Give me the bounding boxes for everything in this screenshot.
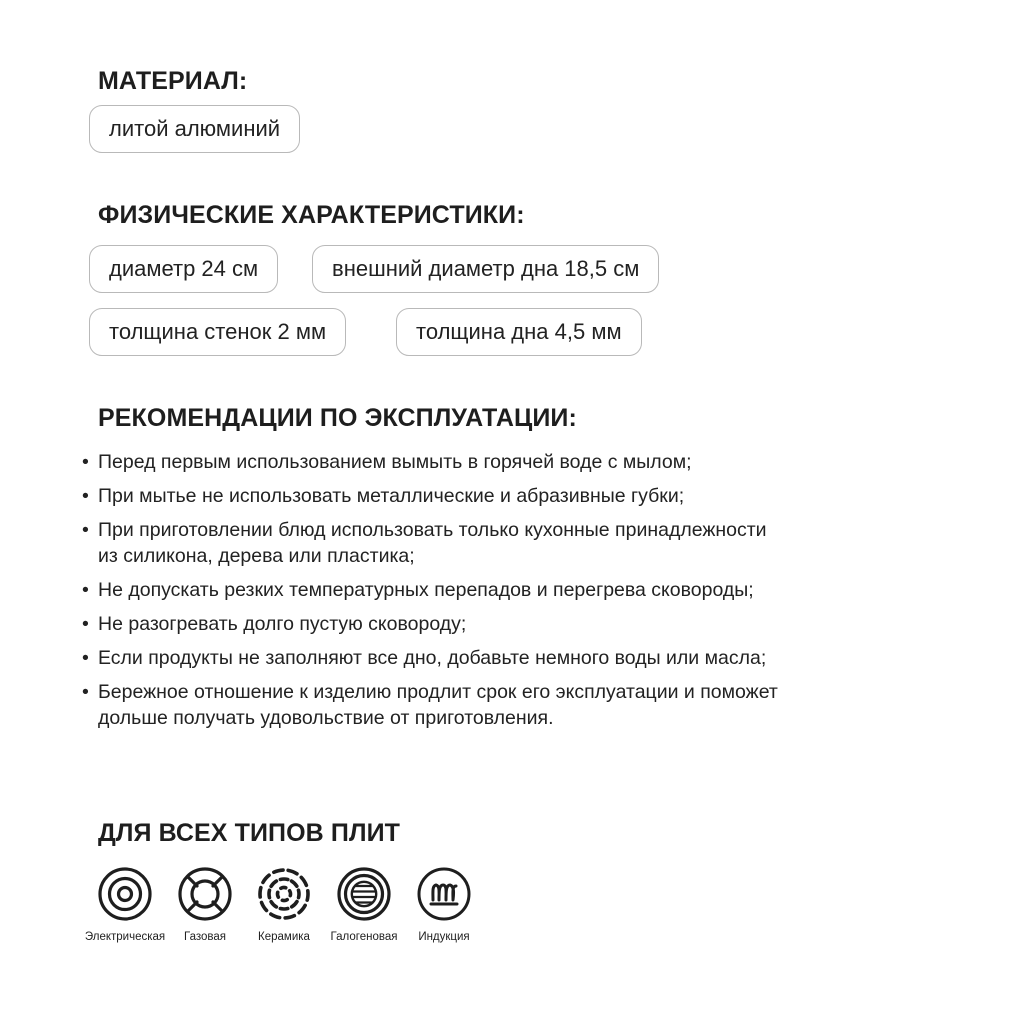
bullet-dot: • <box>82 647 89 669</box>
list-item <box>82 611 782 637</box>
list-item <box>82 577 782 603</box>
bottom-diameter-chip: внешний диаметр дна 18,5 см <box>312 245 659 293</box>
bullet-dot: • <box>82 613 89 635</box>
bullet-dot: • <box>82 681 89 703</box>
list-item-text: При приготовлении блюд использовать только кухонные принадлежности из силикона, дерева или пластика; <box>98 519 767 567</box>
bottom-thickness-chip: толщина дна 4,5 мм <box>396 308 642 356</box>
stove-label: Керамика <box>258 931 310 943</box>
bullet-dot: • <box>82 519 89 541</box>
stove-label: Индукция <box>418 931 470 943</box>
list-item <box>82 483 782 509</box>
ceramic-stove-icon <box>256 866 312 922</box>
list-item-text: Не допускать резких температурных перепадов и перегрева сковороды; <box>98 579 754 601</box>
list-item <box>82 645 782 671</box>
gas-stove-icon <box>177 866 233 922</box>
stove-types-row <box>0 866 1024 956</box>
list-item-text: Не разогревать долго пустую сковороду; <box>98 613 467 635</box>
material-chip: литой алюминий <box>89 105 300 153</box>
usage-list <box>82 449 782 731</box>
bullet-dot: • <box>82 485 89 507</box>
list-item-text: Если продукты не заполняют все дно, добавьте немного воды или масла; <box>98 647 767 669</box>
stove-label: Газовая <box>184 931 226 943</box>
list-item-text: Бережное отношение к изделию продлит срок его эксплуатации и поможет дольше получать удовольствие от приготовления. <box>98 681 778 729</box>
stoves-heading: ДЛЯ ВСЕХ ТИПОВ ПЛИТ <box>98 819 401 847</box>
diameter-chip: диаметр 24 см <box>89 245 278 293</box>
list-item-text: Перед первым использованием вымыть в горячей воде с мылом; <box>98 451 692 473</box>
stove-label: Электрическая <box>84 931 166 943</box>
physical-heading: ФИЗИЧЕСКИЕ ХАРАКТЕРИСТИКИ: <box>98 201 525 229</box>
stove-induction <box>389 866 499 944</box>
stove-label: Галогеновая <box>330 931 398 943</box>
list-item <box>82 517 782 569</box>
bullet-dot: • <box>82 579 89 601</box>
usage-heading: РЕКОМЕНДАЦИИ ПО ЭКСПЛУАТАЦИИ: <box>98 404 577 432</box>
halogen-stove-icon <box>336 866 392 922</box>
induction-stove-icon <box>416 866 472 922</box>
list-item <box>82 449 782 475</box>
wall-thickness-chip: толщина стенок 2 мм <box>89 308 346 356</box>
material-heading: МАТЕРИАЛ: <box>98 67 248 95</box>
list-item-text: При мытье не использовать металлические и абразивные губки; <box>98 485 685 507</box>
list-item <box>82 679 782 731</box>
electric-stove-icon <box>97 866 153 922</box>
bullet-dot: • <box>82 451 89 473</box>
